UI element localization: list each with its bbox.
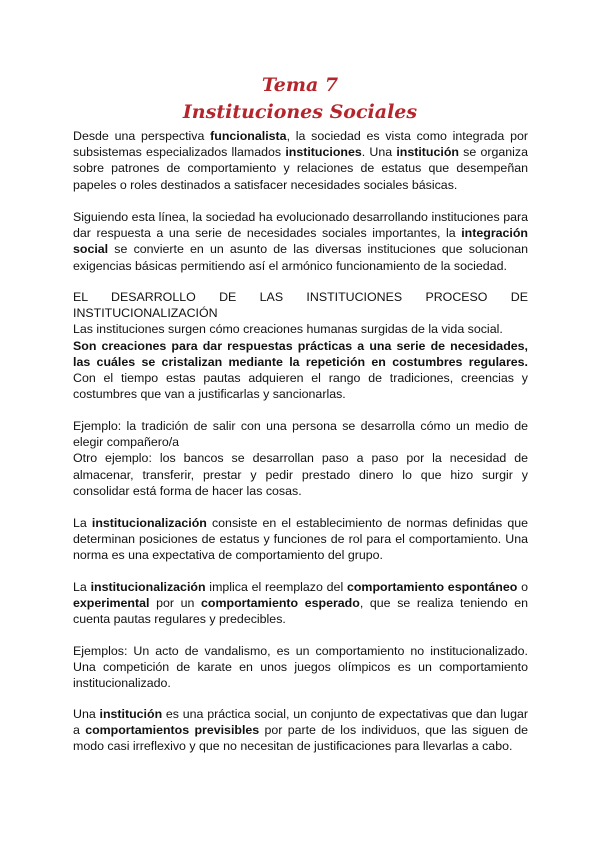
example-banks: Otro ejemplo: los bancos se desarrollan paso a paso por la necesidad de almacenar, transferir, prestar y pedir prestado dinero lo que hizo surgir y consolidar está forma de hacer las cosas.: [73, 451, 528, 498]
paragraph-institution-definition: Una institución es una práctica social, un conjunto de expectativas que dan lugar a comportamientos previsibles por parte de los individuos, que las siguen de modo casi irreflexivo y que no necesitan de justificaciones para llevarlas a cabo.: [73, 707, 528, 754]
paragraph-vandalism-example: Ejemplos: Un acto de vandalismo, es un comportamiento no institucionalizado. Una competición de karate en unos juegos olímpicos es un comportamiento institucionalizado.: [73, 644, 528, 691]
section-development: [73, 289, 528, 402]
document-title: Tema 7: [261, 74, 339, 96]
document-subtitle: Instituciones Sociales: [182, 101, 418, 123]
paragraph-social-integration: Siguiendo esta línea, la sociedad ha evolucionado desarrollando instituciones para dar respuesta a una serie de necesidades sociales importantes, la integración social se convierte en un asunto de las diversas instituciones que solucionan exigencias básicas permitiendo así el armónico funcionamiento de la sociedad.: [73, 210, 528, 273]
example-dating: Ejemplo: la tradición de salir con una persona se desarrolla cómo un medio de elegir compañero/a: [73, 419, 528, 450]
paragraph-functionalist: Desde una perspectiva funcionalista, la sociedad es vista como integrada por subsistemas especializados llamados instituciones. Una institución se organiza sobre patrones de comportamiento y relaciones de estatus que desempeñan papeles o roles destinados a satisfacer necesidades sociales básicas.: [73, 129, 528, 192]
paragraph-creations: Son creaciones para dar respuestas prácticas a una serie de necesidades, las cuáles se cristalizan mediante la repetición en costumbres regulares. Con el tiempo estas pautas adquieren el rango de tradiciones, creencias y costumbres que van a justificarlas y sancionarlas.: [73, 338, 528, 402]
section-heading-cont: INSTITUCIONALIZACIÓN: [73, 306, 218, 321]
origin-line: Las instituciones surgen cómo creaciones humanas surgidas de la vida social.: [73, 322, 503, 337]
paragraph-replacement: La institucionalización implica el reemplazo del comportamiento espontáneo o experimental por un comportamiento esperado, que se realiza teniendo en cuenta pautas regulares y predecibles.: [73, 580, 528, 627]
section-heading: EL DESARROLLO DE LAS INSTITUCIONES PROCESO DE: [73, 290, 528, 304]
paragraph-institutionalization: La institucionalización consiste en el establecimiento de normas definidas que determinan posiciones de estatus y funciones de rol para el comportamiento. Una norma es una expectativa de comportamiento del grupo.: [73, 516, 528, 563]
paragraph-examples: [73, 418, 528, 499]
